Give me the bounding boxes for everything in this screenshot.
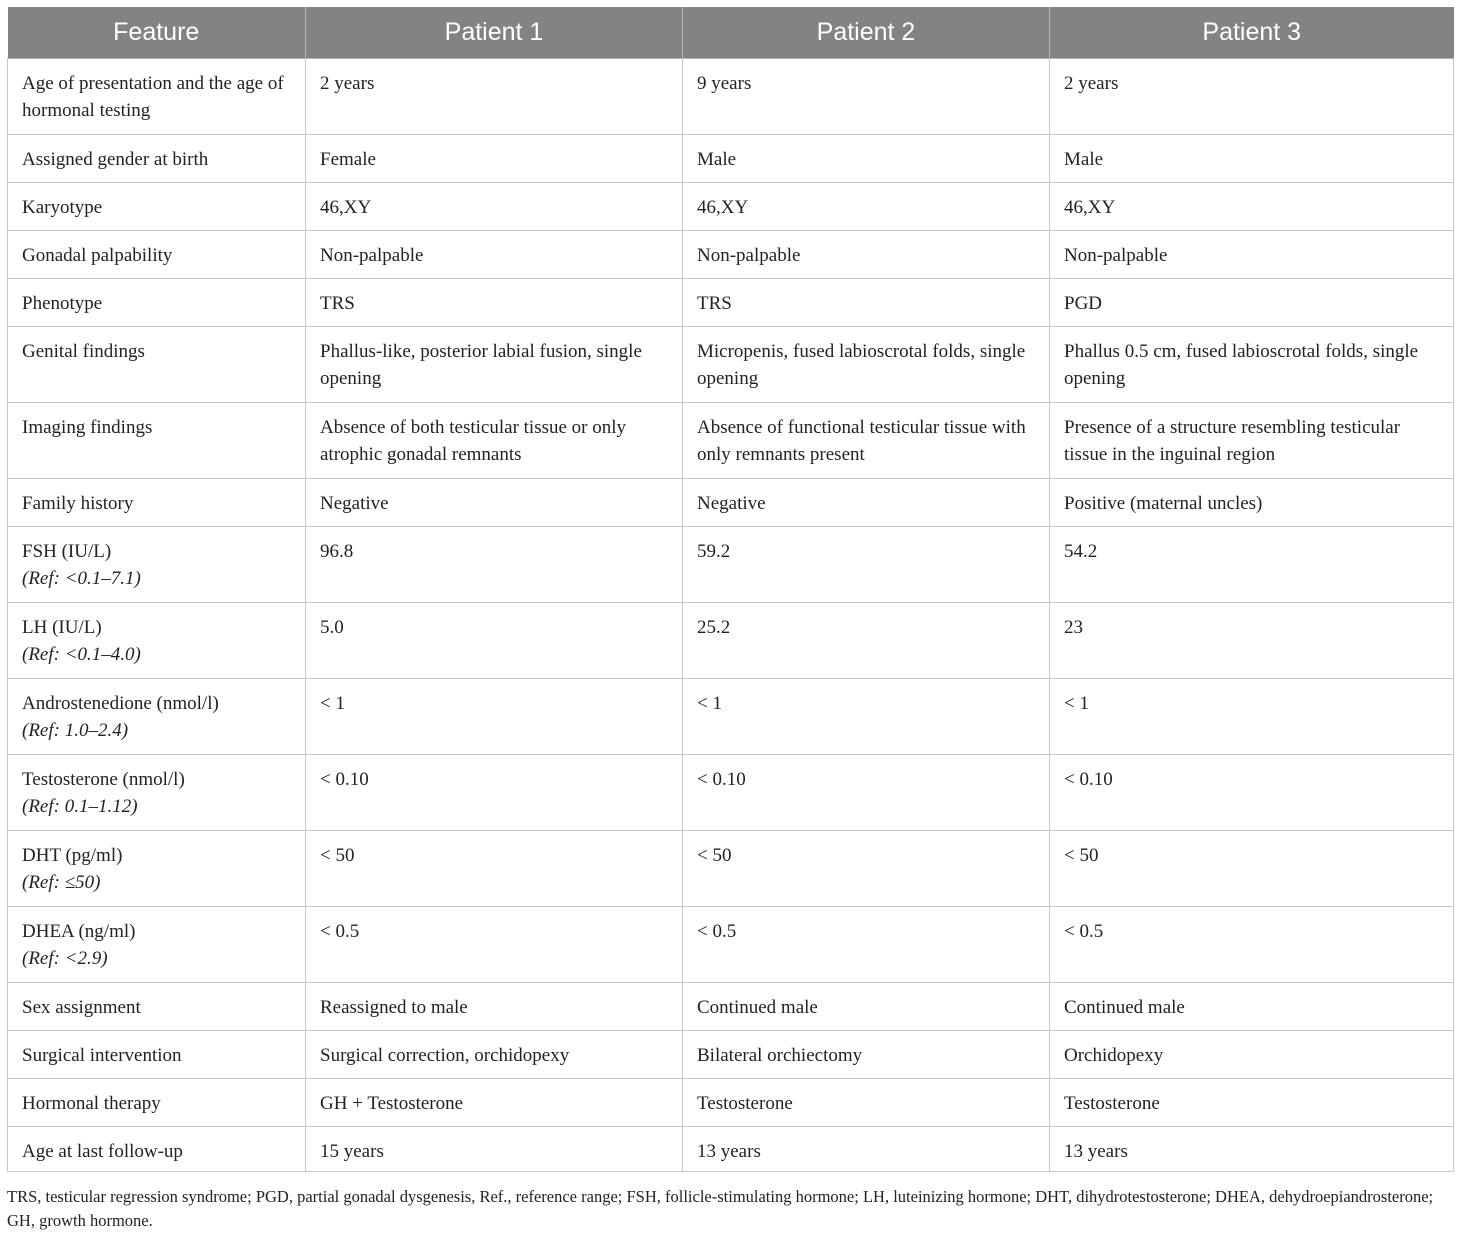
- feature-cell: [8, 603, 306, 679]
- table-row: [8, 755, 1454, 831]
- reference-range: (Ref: <2.9): [22, 948, 108, 969]
- patient-3-value: 2 years: [1050, 59, 1454, 135]
- patient-1-value: Surgical correction, orchidopexy: [306, 1031, 683, 1079]
- feature-cell: [8, 527, 306, 603]
- reference-range: (Ref: <0.1–4.0): [22, 644, 141, 665]
- feature-cell: [8, 279, 306, 327]
- patient-1-value: 5.0: [306, 603, 683, 679]
- feature-label: FSH (IU/L): [22, 541, 112, 562]
- table-row: [8, 527, 1454, 603]
- patient-2-value: Negative: [683, 479, 1050, 527]
- clinical-features-table-container: [7, 7, 1453, 1172]
- header-patient-2: Patient 2: [683, 7, 1050, 59]
- patient-2-value: Non-palpable: [683, 231, 1050, 279]
- patient-2-value: 25.2: [683, 603, 1050, 679]
- patient-3-value: 13 years: [1050, 1127, 1454, 1172]
- patient-1-value: TRS: [306, 279, 683, 327]
- clinical-features-table: [7, 7, 1454, 1172]
- patient-1-value: Female: [306, 135, 683, 183]
- feature-label: Karyotype: [22, 197, 103, 218]
- patient-1-value: Non-palpable: [306, 231, 683, 279]
- patient-2-value: < 0.10: [683, 755, 1050, 831]
- patient-2-value: 9 years: [683, 59, 1050, 135]
- header-patient-1: Patient 1: [306, 7, 683, 59]
- feature-cell: [8, 59, 306, 135]
- feature-label: Gonadal palpability: [22, 245, 173, 266]
- table-row: [8, 679, 1454, 755]
- patient-3-value: < 1: [1050, 679, 1454, 755]
- table-row: [8, 135, 1454, 183]
- patient-1-value: 2 years: [306, 59, 683, 135]
- patient-3-value: Presence of a structure resembling testicular tissue in the inguinal region: [1050, 403, 1454, 479]
- feature-cell: [8, 831, 306, 907]
- reference-range: (Ref: ≤50): [22, 872, 101, 893]
- patient-3-value: Non-palpable: [1050, 231, 1454, 279]
- table-row: [8, 1031, 1454, 1079]
- table-row: [8, 983, 1454, 1031]
- table-row: [8, 59, 1454, 135]
- feature-cell: [8, 1127, 306, 1172]
- feature-cell: [8, 135, 306, 183]
- feature-label: DHT (pg/ml): [22, 845, 123, 866]
- table-row: [8, 327, 1454, 403]
- feature-cell: [8, 403, 306, 479]
- patient-1-value: 46,XY: [306, 183, 683, 231]
- table-footnote: TRS, testicular regression syndrome; PGD, partial gonadal dysgenesis, Ref., reference range; FSH, follicle-stimulating hormone; LH, luteinizing hormone; DHT, dihydrotestosterone; DHEA, dehydroepiandrosterone; GH, growth hormone.: [7, 1187, 1434, 1230]
- feature-cell: [8, 1031, 306, 1079]
- table-row: [8, 907, 1454, 983]
- patient-1-value: < 1: [306, 679, 683, 755]
- table-row: [8, 1079, 1454, 1127]
- feature-label: Age at last follow-up: [22, 1141, 183, 1162]
- table-row: [8, 231, 1454, 279]
- table-row: [8, 1127, 1454, 1172]
- patient-3-value: PGD: [1050, 279, 1454, 327]
- header-feature: Feature: [8, 7, 306, 59]
- patient-1-value: Negative: [306, 479, 683, 527]
- feature-label: Age of presentation and the age of hormonal testing: [22, 73, 284, 121]
- feature-cell: [8, 679, 306, 755]
- patient-2-value: Bilateral orchiectomy: [683, 1031, 1050, 1079]
- table-row: [8, 603, 1454, 679]
- header-patient-3: Patient 3: [1050, 7, 1454, 59]
- patient-3-value: 23: [1050, 603, 1454, 679]
- patient-3-value: Positive (maternal uncles): [1050, 479, 1454, 527]
- feature-cell: [8, 907, 306, 983]
- patient-2-value: Testosterone: [683, 1079, 1050, 1127]
- patient-2-value: TRS: [683, 279, 1050, 327]
- patient-2-value: Micropenis, fused labioscrotal folds, single opening: [683, 327, 1050, 403]
- patient-2-value: Male: [683, 135, 1050, 183]
- patient-3-value: < 50: [1050, 831, 1454, 907]
- feature-cell: [8, 983, 306, 1031]
- reference-range: (Ref: 0.1–1.12): [22, 796, 138, 817]
- patient-3-value: Testosterone: [1050, 1079, 1454, 1127]
- patient-2-value: 13 years: [683, 1127, 1050, 1172]
- feature-cell: [8, 231, 306, 279]
- patient-2-value: 46,XY: [683, 183, 1050, 231]
- patient-2-value: < 1: [683, 679, 1050, 755]
- table-header-row: [8, 7, 1454, 59]
- table-row: [8, 479, 1454, 527]
- feature-cell: [8, 479, 306, 527]
- reference-range: (Ref: <0.1–7.1): [22, 568, 141, 589]
- feature-label: Genital findings: [22, 341, 145, 362]
- patient-1-value: 96.8: [306, 527, 683, 603]
- patient-2-value: < 50: [683, 831, 1050, 907]
- patient-2-value: Continued male: [683, 983, 1050, 1031]
- feature-label: Family history: [22, 493, 134, 514]
- patient-1-value: GH + Testosterone: [306, 1079, 683, 1127]
- table-row: [8, 183, 1454, 231]
- patient-2-value: Absence of functional testicular tissue with only remnants present: [683, 403, 1050, 479]
- table-row: [8, 831, 1454, 907]
- patient-1-value: < 50: [306, 831, 683, 907]
- feature-label: Phenotype: [22, 293, 103, 314]
- patient-3-value: < 0.5: [1050, 907, 1454, 983]
- feature-label: Surgical intervention: [22, 1045, 182, 1066]
- table-body: [8, 59, 1454, 1172]
- feature-label: Imaging findings: [22, 417, 153, 438]
- patient-3-value: Phallus 0.5 cm, fused labioscrotal folds, single opening: [1050, 327, 1454, 403]
- patient-1-value: 15 years: [306, 1127, 683, 1172]
- patient-2-value: 59.2: [683, 527, 1050, 603]
- feature-label: LH (IU/L): [22, 617, 102, 638]
- reference-range: (Ref: 1.0–2.4): [22, 720, 129, 741]
- patient-3-value: Continued male: [1050, 983, 1454, 1031]
- table-row: [8, 403, 1454, 479]
- patient-3-value: Orchidopexy: [1050, 1031, 1454, 1079]
- feature-cell: [8, 755, 306, 831]
- feature-cell: [8, 327, 306, 403]
- feature-label: Hormonal therapy: [22, 1093, 161, 1114]
- patient-3-value: Male: [1050, 135, 1454, 183]
- feature-label: Androstenedione (nmol/l): [22, 693, 219, 714]
- feature-label: Testosterone (nmol/l): [22, 769, 185, 790]
- table-row: [8, 279, 1454, 327]
- feature-cell: [8, 1079, 306, 1127]
- feature-label: Sex assignment: [22, 997, 141, 1018]
- patient-3-value: 46,XY: [1050, 183, 1454, 231]
- patient-1-value: < 0.5: [306, 907, 683, 983]
- feature-cell: [8, 183, 306, 231]
- feature-label: Assigned gender at birth: [22, 149, 209, 170]
- patient-3-value: 54.2: [1050, 527, 1454, 603]
- patient-2-value: < 0.5: [683, 907, 1050, 983]
- feature-label: DHEA (ng/ml): [22, 921, 136, 942]
- patient-1-value: Phallus-like, posterior labial fusion, single opening: [306, 327, 683, 403]
- patient-1-value: < 0.10: [306, 755, 683, 831]
- patient-3-value: < 0.10: [1050, 755, 1454, 831]
- patient-1-value: Absence of both testicular tissue or only atrophic gonadal remnants: [306, 403, 683, 479]
- patient-1-value: Reassigned to male: [306, 983, 683, 1031]
